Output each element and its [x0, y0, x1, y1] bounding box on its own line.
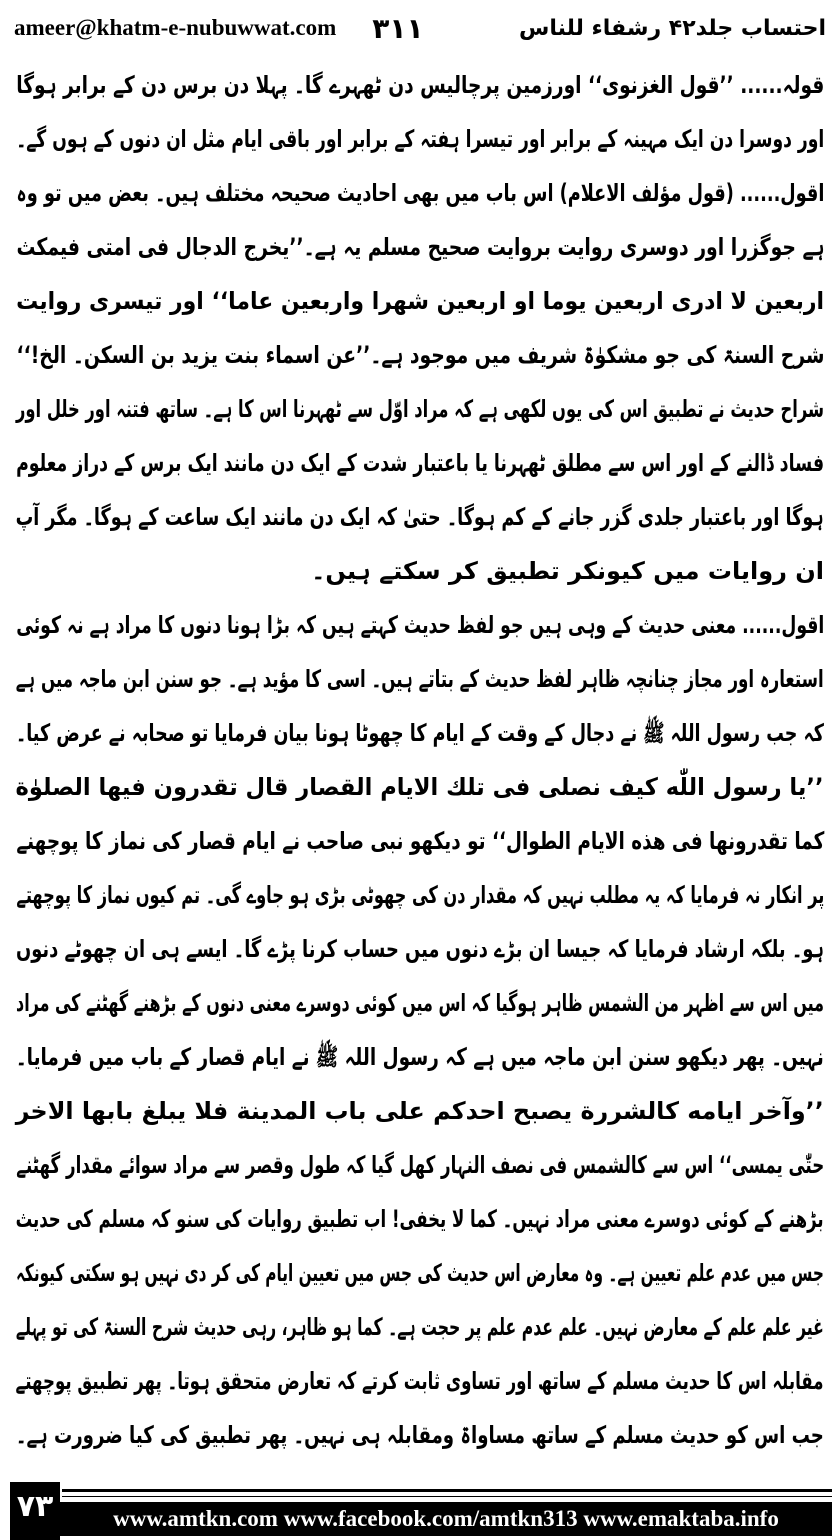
text-line: نہیں۔ پھر دیکھو سنن ابن ماجہ میں ہے کہ رسول اللہ ﷺ نے ایام قصار کے باب میں فرمایا۔ — [16, 1043, 824, 1071]
page-header — [14, 8, 826, 48]
header-email: ameer@khatm-e-nubuwwat.com — [14, 15, 337, 40]
text-line: کما تقدرونها فی هذه الایام الطوال‘‘ تو دیکھو نبی صاحب نے ایام قصار کی نماز کا پوچھنے — [16, 827, 824, 855]
text-line: مقابلہ اس کا حدیث مسلم کے ساتھ اور تساوی ثابت کرتے کہ تعارض متحقق ہوتا۔ پھر تطبیق پوچھتے — [16, 1367, 824, 1395]
text-line: شرح السنۃ کی جو مشکوٰۃ شریف میں موجود ہے۔’’عن اسماء بنت یزید بن السکن۔ الخ!‘‘ — [16, 341, 824, 369]
text-line: قولہ...... ’’قول الغزنوی‘‘ اورزمین پرچالیس دن ٹھہرے گا۔ پہلا دن برس دن کے برابر ہوگا — [16, 71, 824, 99]
text-line: ہے جوگزرا اور دوسری روایت بروایت صحیح مسلم یہ ہے۔’’یخرج الدجال فی امتی فیمکث — [16, 233, 824, 261]
footer-urls: www.amtkn.com www.facebook.com/amtkn313 www.emaktaba.info — [60, 1502, 832, 1536]
section-number: ۷۳ — [10, 1482, 60, 1540]
text-line: جب اس کو حدیث مسلم کے ساتھ مساواۃ ومقابلہ ہی نہیں۔ پھر تطبیق کی کیا ضرورت ہے۔ — [16, 1421, 824, 1449]
footer-rule — [62, 1496, 832, 1497]
page-number: ۳۱۱ — [372, 11, 424, 45]
text-line: ’’یا رسول اللّٰه کیف نصلی فی تلك الایام القصار قال تقدرون فیها الصلوٰة — [16, 773, 824, 801]
text-line: استعارہ اور مجاز چنانچہ ظاہر لفظ حدیث کے بتاتے ہیں۔ اسی کا مؤید ہے۔ جو سنن ابن ماجہ میں ہے — [16, 665, 824, 693]
text-line: ان روایات میں کیونکر تطبیق کر سکتے ہیں۔ — [311, 557, 824, 585]
text-line: بڑھنے کے کوئی دوسرے معنی مراد نہیں۔ کما لا یخفی! اب تطبیق روایات کی سنو کہ مسلم کی حدیث — [16, 1205, 824, 1233]
page-footer — [0, 1482, 840, 1540]
text-line: غیر علم علم کے معارض نہیں۔ علم عدم علم پر حجت ہے۔ کما ہو ظاہر، رہی حدیث شرح السنۃ کی تو پہلے — [16, 1313, 824, 1341]
text-line: میں اس سے اظہر من الشمس ظاہر ہوگیا کہ اس میں کوئی دوسرے معنی دنوں کے بڑھنے گھٹنے کی مراد — [16, 989, 824, 1017]
book-title: احتساب جلد۴۲ رشفاء للناس — [518, 15, 826, 41]
text-line: جس میں عدم علم تعیین ہے۔ وہ معارض اس حدیث کی جس میں تعیین ایام کی کر دی نہیں ہو سکتی کیونکہ — [16, 1259, 824, 1287]
text-line: فساد ڈالنے کے اور اس سے مطلق ٹھہرنا یا باعتبار شدت کے ایک دن مانند ایک برس کے دراز معلوم — [16, 449, 824, 477]
page-body — [16, 58, 824, 1462]
text-line: حتّٰی یمسی‘‘ اس سے کالشمس فی نصف النہار کھل گیا کہ طول وقصر سے مراد سوائے مقدار گھٹنے — [16, 1151, 824, 1179]
text-line: کہ جب رسول اللہ ﷺ نے دجال کے وقت کے ایام کا چھوٹا ہونا بیان فرمایا تو صحابہ نے عرض کیا۔ — [16, 719, 824, 747]
text-line: شراح حدیث نے تطبیق اس کی یوں لکھی ہے کہ مراد اوّل سے ٹھہرنا اس کا ہے۔ ساتھ فتنہ اور خلل اور — [16, 395, 824, 423]
text-line: اربعین لا ادری اربعین یوما او اربعین شهرا واربعین عاما‘‘ اور تیسری روایت — [16, 287, 824, 315]
text-line: ہوگا اور باعتبار جلدی گزر جانے کے کم ہوگا۔ حتیٰ کہ ایک دن مانند ایک ساعت کے ہوگا۔ مگر آپ — [16, 503, 824, 531]
text-line: اقول...... (قول مؤلف الاعلام) اس باب میں بھی احادیث صحیحہ مختلف ہیں۔ بعض میں تو وہ — [16, 179, 824, 207]
text-line: اور دوسرا دن ایک مہینہ کے برابر اور تیسرا ہفتہ کے برابر اور باقی ایام مثل ان دنوں کے ہوں گے۔ — [16, 125, 824, 153]
text-line: ہو۔ بلکہ ارشاد فرمایا کہ جیسا ان بڑے دنوں میں حساب کرنا پڑے گا۔ ایسے ہی ان چھوٹے دنوں — [16, 935, 824, 963]
text-line: اقول...... معنی حدیث کے وہی ہیں جو لفظ حدیث کہتے ہیں کہ بڑا ہونا دنوں کا مراد ہے نہ کوئی — [16, 611, 824, 639]
text-line: ’’وآخر ایامه کالشررة یصبح احدکم علی باب المدینة فلا یبلغ بابها الاخر — [16, 1097, 824, 1125]
text-line: پر انکار نہ فرمایا کہ یہ مطلب نہیں کہ مقدار دن کی چھوٹی بڑی ہو جاوے گی۔ تم کیوں نماز کا پوچھتے — [16, 881, 824, 909]
footer-rule — [62, 1489, 832, 1492]
